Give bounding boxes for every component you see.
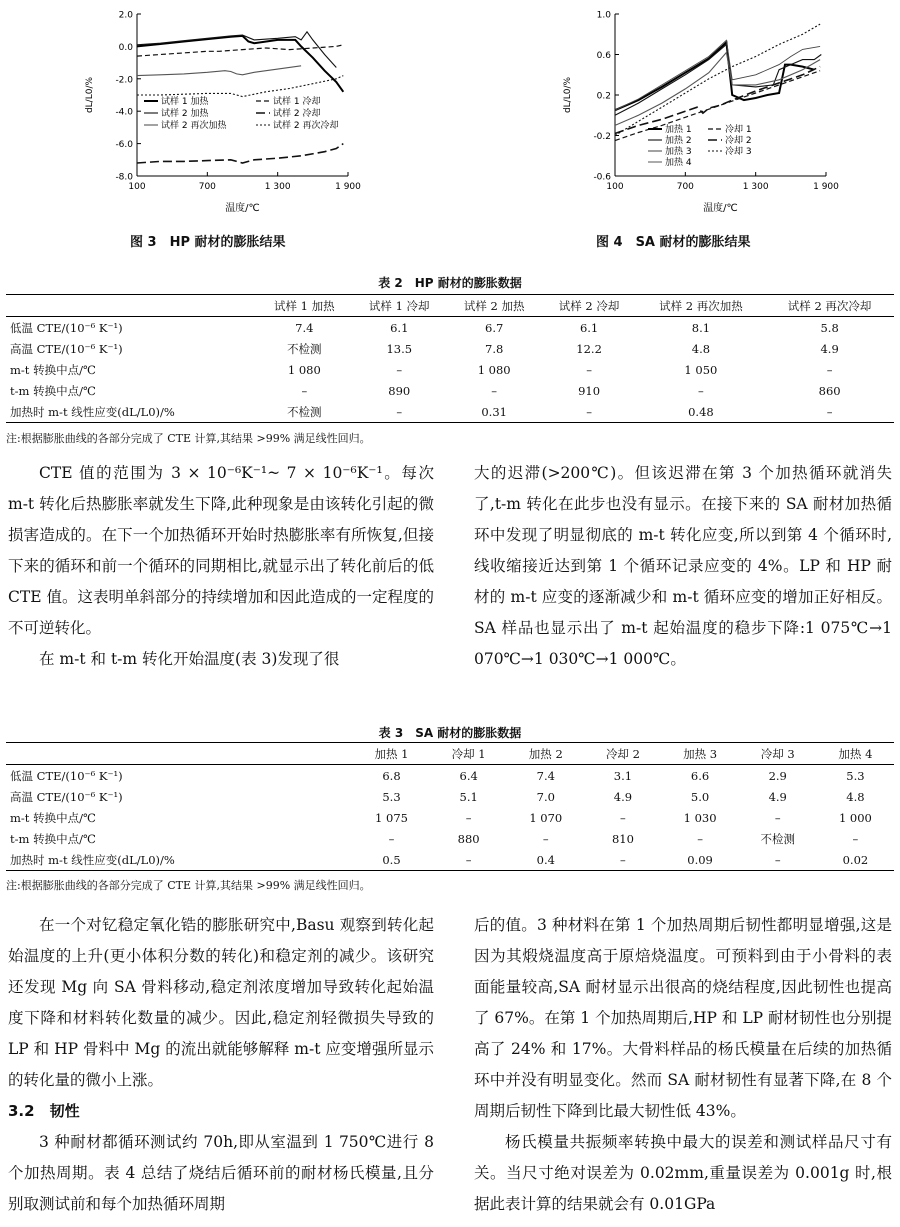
legend-entry: 试样 2 再次加热 — [161, 121, 227, 131]
table-row — [6, 849, 894, 871]
table2-cell: – — [586, 362, 592, 377]
table2-cell: 高温 CTE/(10⁻⁶ K⁻¹) — [10, 341, 123, 356]
y-tick-label: -8.0 — [115, 172, 133, 183]
table2-cell: 7.4 — [295, 320, 314, 335]
section-heading: 3.2 韧性 — [8, 1102, 80, 1120]
table2-header-6: 试样 2 再次冷却 — [787, 298, 872, 313]
table-2 — [6, 294, 894, 423]
table2-cell: 低温 CTE/(10⁻⁶ K⁻¹) — [10, 320, 123, 335]
table3-cell: 5.3 — [382, 789, 401, 804]
table3-cell: 4.9 — [768, 789, 787, 804]
x-axis-label: 温度/℃ — [703, 203, 738, 214]
table3-cell: 810 — [611, 831, 634, 846]
table2-cell: 13.5 — [386, 341, 413, 356]
series-line-4 — [615, 53, 820, 126]
table2-cell: 1 050 — [684, 362, 718, 377]
x-tick-label: 700 — [676, 182, 694, 192]
table3-header-0 — [6, 743, 353, 765]
y-tick-label: 0.2 — [596, 91, 611, 102]
table3-header-2: 冷却 1 — [451, 746, 486, 761]
table3-cell: m-t 转换中点/℃ — [10, 810, 96, 825]
legend-entry: 试样 1 加热 — [161, 97, 209, 107]
table2-cell: 5.8 — [820, 320, 839, 335]
legend-entry: 加热 2 — [665, 136, 692, 146]
table3-header-7: 加热 4 — [838, 746, 873, 761]
text1-left-p1: CTE 值的范围为 3 × 10⁻⁶K⁻¹~ 7 × 10⁻⁶K⁻¹。每次 m-t 转化后热膨胀率就发生下降,此种现象是由该转化引起的微损害造成的。在下一个加热循环开始时热膨胀率有所恢复,但接下来的循环和前一个循环的同期相比,就显示出了转化前后的低 CTE 值。这表明单斜部分的持续增加和因此造成的一定程度的不可逆转化。 — [8, 464, 434, 637]
table3-cell: 5.0 — [690, 789, 710, 804]
table3-cell: 1 000 — [838, 810, 872, 825]
table2-header-3: 试样 2 加热 — [463, 298, 525, 313]
series-line-3 — [137, 144, 343, 163]
table3-cell: 加热时 m-t 线性应变(dL/L0)/% — [10, 852, 175, 867]
fig4-caption: 图 4 SA 耐材的膨胀结果 — [596, 235, 751, 250]
legend-entry: 加热 3 — [665, 147, 692, 157]
x-tick-label: 100 — [606, 182, 624, 192]
text2-left-column — [8, 910, 434, 1220]
series-line-5 — [137, 76, 343, 97]
legend-entry: 加热 1 — [665, 125, 692, 135]
legend-entry: 试样 2 再次冷却 — [273, 121, 339, 131]
table-row — [6, 828, 894, 849]
table3-header-1: 加热 1 — [374, 746, 409, 761]
table3-cell: 5.3 — [846, 768, 865, 783]
x-tick-label: 1 900 — [813, 182, 839, 192]
fig3-caption: 图 3 HP 耐材的膨胀结果 — [130, 235, 286, 250]
table3-cell: 1 075 — [375, 810, 408, 825]
table3-cell: 4.9 — [613, 789, 633, 804]
table2-cell: 加热时 m-t 线性应变(dL/L0)/% — [10, 404, 175, 419]
legend-entry: 冷却 3 — [725, 147, 752, 157]
table-row — [6, 401, 894, 423]
table3-cell: – — [774, 810, 781, 825]
table-row — [6, 338, 894, 359]
table3-cell: 高温 CTE/(10⁻⁶ K⁻¹) — [10, 789, 123, 804]
table2-cell: 8.1 — [691, 320, 711, 335]
table2-cell: – — [396, 362, 403, 377]
y-tick-label: 2.0 — [118, 10, 133, 21]
table2-cell: 不检测 — [287, 341, 322, 356]
table3-cell: – — [465, 852, 472, 867]
table3-cell: 7.4 — [536, 768, 555, 783]
table2-cell: 860 — [818, 383, 841, 398]
table3-cell: 4.8 — [846, 789, 865, 804]
legend-entry: 冷却 2 — [725, 136, 752, 146]
table2-cell: – — [586, 404, 592, 419]
table2-cell: 4.9 — [820, 341, 839, 356]
y-tick-label: -6.0 — [115, 140, 133, 151]
table2-cell: – — [826, 362, 833, 377]
table3-cell: 不检测 — [760, 831, 795, 846]
table3-cell: 1 030 — [683, 810, 717, 825]
text1-right-p1: 大的迟滞(>200℃)。但该迟滞在第 3 个加热循环就消失了,t-m 转化在此步也没有显示。在接下来的 SA 耐材加热循环中发现了明显彻底的 m-t 转化应变,所以到第 4 个循环时,线收缩接近达到第 1 个循环记录应变的 4%。LP 和 HP 耐材的 m-t 应变的逐渐减少和 m-t 循环应变的增加正好相反。SA 样品也显示出了 m-t 起始温度的稳步下降:1 075℃→1 070℃→1 030℃→1 000℃。 — [474, 464, 892, 668]
y-axis-label: dL/L0/% — [563, 76, 573, 114]
table2-cell: 6.1 — [579, 320, 599, 335]
y-tick-label: 0.0 — [118, 42, 133, 53]
x-tick-label: 100 — [128, 182, 146, 192]
table3-cell: 0.5 — [382, 852, 401, 867]
text1-left-column — [8, 458, 434, 675]
y-tick-label: 1.0 — [596, 10, 611, 21]
table3-header-4: 冷却 2 — [605, 746, 640, 761]
table3-cell: 0.09 — [687, 852, 713, 867]
table3-cell: 880 — [457, 831, 480, 846]
table3-cell: – — [388, 831, 395, 846]
text1-right-column — [474, 458, 892, 675]
text2-left-p2: 3 种耐材都循环测试约 70h,即从室温到 1 750℃进行 8 个加热周期。表 4 总结了烧结后循环前的耐材杨氏模量,且分别取测试前和每个加热循环周期 — [8, 1133, 434, 1213]
legend-entry: 冷却 1 — [725, 125, 752, 135]
table2-header-2: 试样 1 冷却 — [368, 298, 430, 313]
fig3-chart — [70, 4, 370, 222]
table2-cell: – — [491, 383, 498, 398]
table2-cell: 12.2 — [576, 341, 602, 356]
table2-header-1: 试样 1 加热 — [274, 298, 335, 313]
x-tick-label: 700 — [198, 182, 216, 192]
legend-entry: 加热 4 — [665, 158, 692, 168]
table2-cell: 不检测 — [287, 404, 322, 419]
table2-cell: 6.7 — [485, 320, 504, 335]
table-row — [6, 317, 894, 339]
table3-header-6: 冷却 3 — [760, 746, 795, 761]
table3-cell: 6.4 — [459, 768, 478, 783]
table2-note: 注:根据膨胀曲线的各部分完成了 CTE 计算,其结果 >99% 满足线性回归。 — [6, 432, 371, 445]
legend-entry: 试样 2 加热 — [161, 109, 209, 119]
table3-cell: – — [542, 831, 549, 846]
series-line-0 — [615, 42, 814, 110]
table3-cell: 3.1 — [613, 768, 633, 783]
text2-right-p2: 杨氏模量共振频率转换中最大的误差和测试样品尺寸有关。当尺寸绝对误差为 0.02mm,重量误差为 0.001g 时,根据此表计算的结果就会有 0.01GPa — [474, 1133, 892, 1213]
table3-cell: 6.8 — [382, 768, 401, 783]
text2-right-column — [474, 910, 892, 1220]
table3-header-5: 加热 3 — [683, 746, 718, 761]
table3-cell: 0.02 — [842, 852, 869, 867]
table3-note: 注:根据膨胀曲线的各部分完成了 CTE 计算,其结果 >99% 满足线性回归。 — [6, 879, 371, 892]
legend-entry: 试样 2 冷却 — [273, 109, 321, 119]
table3-cell: – — [774, 852, 781, 867]
x-tick-label: 1 900 — [335, 182, 361, 192]
series-line-1 — [137, 45, 343, 56]
table3-cell: – — [620, 852, 626, 867]
table3-cell: 低温 CTE/(10⁻⁶ K⁻¹) — [10, 768, 123, 783]
table3-cell: 6.6 — [690, 768, 710, 783]
table-3 — [6, 742, 894, 871]
table2-cell: 910 — [578, 383, 601, 398]
figure-4 — [548, 4, 848, 222]
table3-title: 表 3 SA 耐材的膨胀数据 — [378, 726, 522, 740]
table2-cell: 1 080 — [287, 362, 321, 377]
table3-cell: 5.1 — [459, 789, 478, 804]
table2-cell: 7.8 — [485, 341, 504, 356]
table2-cell: – — [396, 404, 403, 419]
table3-cell: 2.9 — [768, 768, 787, 783]
table3-cell: 1 070 — [529, 810, 563, 825]
table2-cell: – — [698, 383, 704, 398]
table3-cell: 0.4 — [536, 852, 555, 867]
table2-cell: – — [301, 383, 308, 398]
table3-cell: t-m 转换中点/℃ — [10, 831, 96, 846]
text2-right-p1: 后的值。3 种材料在第 1 个加热周期后韧性都明显增强,这是因为其煅烧温度高于原焙烧温度。可预料到由于小骨料的表面能量较高,SA 耐材显示出很高的烧结程度,因此韧性也提高了 67%。在第 1 个加热周期后,HP 和 LP 耐材韧性也分别提高了 24% 和 17%。大骨料样品的杨氏模量在后续的加热循环中并没有明显变化。然而 SA 耐材韧性有显著下降,在 8 个周期后韧性下降到比最大韧性低 43%。 — [474, 916, 892, 1120]
table2-cell: m-t 转换中点/℃ — [10, 362, 96, 377]
y-tick-label: -4.0 — [115, 107, 133, 118]
table-row — [6, 765, 894, 787]
series-line-4 — [137, 66, 301, 76]
table2-cell: 0.31 — [481, 404, 507, 419]
y-tick-label: -2.0 — [115, 75, 133, 86]
table2-header-0 — [6, 295, 257, 317]
text2-left-p1: 在一个对钇稳定氧化锆的膨胀研究中,Basu 观察到转化起始温度的上升(更小体积分数的转化)和稳定剂的减少。该研究还发现 Mg 向 SA 骨料移动,稳定剂浓度增加导致转化起始温度下降和材料转化数量的减少。因此,稳定剂轻微损失导致的 LP 和 HP 骨料中 Mg 的流出就能够解释 m-t 应变增强所显示的转化量的微小上涨。 — [8, 916, 434, 1089]
table2-cell: 1 080 — [477, 362, 511, 377]
table-row — [6, 786, 894, 807]
table2-cell: 4.8 — [691, 341, 711, 356]
table-row — [6, 359, 894, 380]
table2-header-5: 试样 2 再次加热 — [659, 298, 743, 313]
x-tick-label: 1 300 — [742, 182, 769, 192]
y-tick-label: -0.6 — [593, 172, 611, 183]
table2-title: 表 2 HP 耐材的膨胀数据 — [378, 276, 522, 290]
table3-cell: – — [697, 831, 703, 846]
table3-cell: 7.0 — [536, 789, 555, 804]
legend-entry: 试样 1 冷却 — [273, 97, 321, 107]
table3-header-3: 加热 2 — [528, 746, 563, 761]
table2-cell: 890 — [388, 383, 411, 398]
table3-cell: – — [852, 831, 859, 846]
table2-header-4: 试样 2 冷却 — [558, 298, 620, 313]
y-tick-label: 0.6 — [596, 51, 611, 61]
y-axis-label: dL/L0/% — [85, 76, 95, 114]
table-row — [6, 807, 894, 828]
table2-cell: – — [826, 404, 833, 419]
table2-cell: 6.1 — [390, 320, 409, 335]
x-axis-label: 温度/℃ — [225, 203, 260, 214]
series-line-3 — [615, 67, 820, 134]
figure-3 — [70, 4, 370, 222]
text1-left-p2: 在 m-t 和 t-m 转化开始温度(表 3)发现了很 — [39, 650, 340, 668]
table-row — [6, 380, 894, 401]
y-tick-label: -0.2 — [593, 132, 611, 142]
x-tick-label: 1 300 — [264, 182, 291, 192]
fig4-chart — [548, 4, 848, 222]
table2-cell: 0.48 — [688, 404, 714, 419]
table2-cell: t-m 转换中点/℃ — [10, 383, 96, 398]
table3-cell: – — [620, 810, 626, 825]
table3-cell: – — [465, 810, 472, 825]
